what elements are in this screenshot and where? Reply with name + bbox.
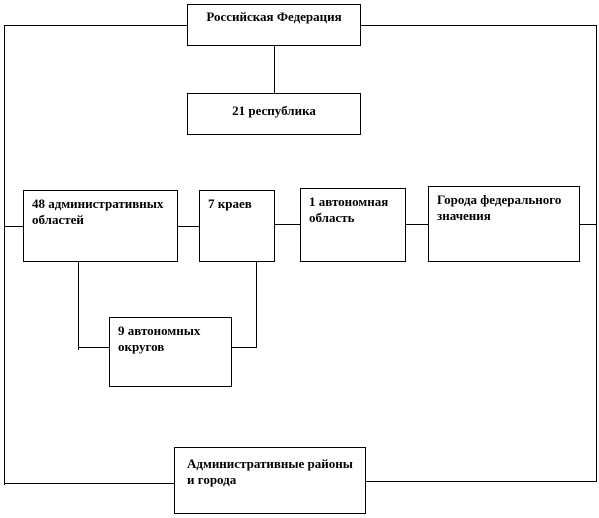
autonomous-oblast-label: 1 автономная область xyxy=(309,194,389,225)
federal-cities-box xyxy=(428,186,580,262)
republics-label: 21 республика xyxy=(232,103,316,118)
autonomous-oblast-box xyxy=(300,188,406,262)
autonomous-okrugs-box xyxy=(109,317,232,387)
districts-label: Административные районы и города xyxy=(187,456,353,487)
regions-label: 48 административных областей xyxy=(32,196,164,227)
federation-label: Российская Федерация xyxy=(206,9,342,24)
republics-box xyxy=(187,93,361,135)
autonomous-okrugs-label: 9 автономных округов xyxy=(118,323,201,354)
districts-box xyxy=(174,447,366,514)
federal-cities-label: Города федерального значения xyxy=(437,192,562,223)
krais-label: 7 краев xyxy=(208,196,252,211)
federation-box xyxy=(187,4,361,46)
regions-box xyxy=(23,190,178,262)
krais-box xyxy=(199,190,275,262)
